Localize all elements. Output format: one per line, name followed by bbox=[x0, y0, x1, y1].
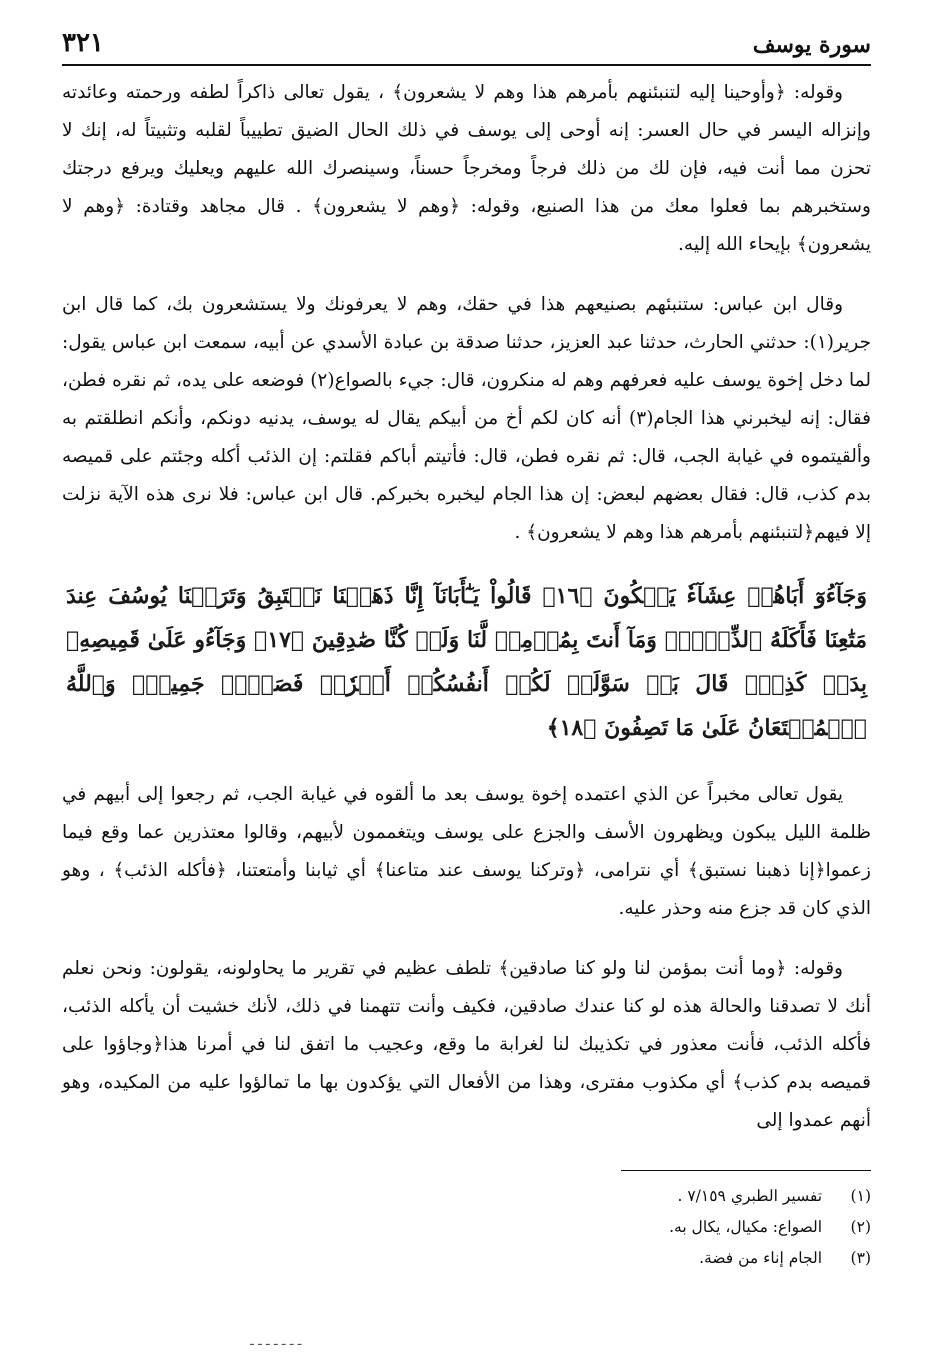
quran-verses: وَجَآءُوٓ أَبَاهُمۡ عِشَآءٗ يَبۡكُونَ ﴿١٦﴾ قَالُواْ يَـٰٓأَبَانَآ إِنَّا ذَهَبۡنَا نَسۡتَبِقُ وَتَرَكۡنَا يُوسُفَ عِندَ مَتَٰعِنَا فَأَكَلَهُ ٱلذِّئۡبُۖ وَمَآ أَنتَ بِمُؤۡمِنٖ لَّنَا وَلَوۡ كُنَّا صَٰدِقِينَ ﴿١٧﴾ وَجَآءُو عَلَىٰ قَمِيصِهِۦ بِدَمٖ كَذِبٖۚ قَالَ بَلۡ سَوَّلَتۡ لَكُمۡ أَنفُسُكُمۡ أَمۡرٗاۖ فَصَبۡرٞ جَمِيلٞۖ وَٱللَّهُ ٱلۡمُسۡتَعَانُ عَلَىٰ مَا تَصِفُونَ ﴿١٨﴾ bbox=[66, 583, 867, 741]
running-title: سورة يوسف bbox=[752, 32, 871, 58]
bottom-marks: ـ ـ ـ ـ ـ ـ ـ bbox=[250, 1334, 302, 1349]
footnote-text: الصواع: مكيال، يكال به. bbox=[669, 1218, 823, 1236]
paragraph-3: يقول تعالى مخبراً عن الذي اعتمده إخوة يوسف بعد ما ألقوه في غيابة الجب، ثم رجعوا إلى أبيهم في ظلمة الليل يبكون ويظهرون الأسف والجزع على يوسف ويتغممون لأبيهم، وقالوا معتذرين عما وقع فيما زعموا﴿إنا ذهبنا نستبق﴾ أي نترامى، ﴿وتركنا يوسف عند متاعنا﴾ أي ثيابنا وأمتعتنا، ﴿فأكله الذئب﴾ ، وهو الذي كان قد جزع منه وحذر عليه. bbox=[62, 784, 871, 919]
main-text bbox=[62, 74, 871, 1162]
page-number: ٣٢١ bbox=[62, 28, 104, 58]
footnote-number: (١) bbox=[850, 1187, 871, 1205]
paragraph-2: وقال ابن عباس: ستنبئهم بصنيعهم هذا في حقك، وهم لا يعرفونك ولا يستشعرون بك، كما قال ابن جرير(١): حدثني الحارث، حدثنا عبد العزيز، حدثنا صدقة بن عبادة الأسدي عن أبيه، سمعت ابن عباس يقول: لما دخل إخوة يوسف عليه فعرفهم وهم له منكرون، قال: جيء بالصواع(٢) فوضعه على يده، ثم نقره فطن، فقال: إنه ليخبرني هذا الجام(٣) أنه كان لكم أخ من أبيكم يقال له يوسف، يدنيه دونكم، وأنكم انطلقتم به وألقيتموه في غيابة الجب، قال: ثم نقره فطن، قال: فأتيتم أباكم فقلتم: إن الذئب أكله وجئتم على قميصه بدم كذب، قال: فقال بعضهم لبعض: إن هذا الجام ليخبره بخبركم. قال ابن عباس: فلا نرى هذه الآية نزلت إلا فيهم﴿لتنبئنهم بأمرهم هذا وهم لا يشعرون﴾ . bbox=[62, 294, 871, 543]
footnote-number: (٢) bbox=[850, 1218, 871, 1236]
page-header bbox=[62, 28, 871, 66]
footnote-text: تفسير الطبري ٧/١٥٩ . bbox=[677, 1187, 823, 1205]
footnote-2 bbox=[621, 1212, 871, 1243]
paragraph-1: وقوله: ﴿وأوحينا إليه لتنبئنهم بأمرهم هذا وهم لا يشعرون﴾ ، يقول تعالى ذاكراً لطفه ورحمته وعائدته وإنزاله اليسر في حال العسر: إنه أوحى إلى يوسف في ذلك الحال الضيق تطييباً لقلبه وتثبيتاً له، إنك لا تحزن مما أنت فيه، فإن لك من ذلك فرجاً ومخرجاً حسناً، وسينصرك الله عليهم ويعليك ويرفع درجتك وستخبرهم بما فعلوا معك من هذا الصنيع، وقوله: ﴿وهم لا يشعرون﴾ . قال مجاهد وقتادة: ﴿وهم لا يشعرون﴾ بإيحاء الله إليه. bbox=[62, 82, 871, 255]
footnotes bbox=[621, 1170, 871, 1274]
footnote-1 bbox=[621, 1181, 871, 1212]
footnote-number: (٣) bbox=[850, 1249, 871, 1267]
footnote-3 bbox=[621, 1243, 871, 1274]
paragraph-4: وقوله: ﴿وما أنت بمؤمن لنا ولو كنا صادقين﴾ تلطف عظيم في تقرير ما يحاولونه، يقولون: ونحن نعلم أنك لا تصدقنا والحالة هذه لو كنا عندك صادقين، فكيف وأنت تتهمنا في ذلك، لأنك خشيت أن يأكله الذئب، فأكله الذئب، فأنت معذور في تكذيبك لنا لغرابة ما وقع، وعجيب ما اتفق لنا في أمرنا هذا﴿وجاؤوا على قميصه بدم كذب﴾ أي مكذوب مفترى، وهذا من الأفعال التي يؤكدون بها ما تمالؤوا عليه من المكيده، وهو أنهم عمدوا إلى bbox=[62, 958, 871, 1131]
footnote-text: الجام إناء من فضة. bbox=[699, 1249, 823, 1267]
